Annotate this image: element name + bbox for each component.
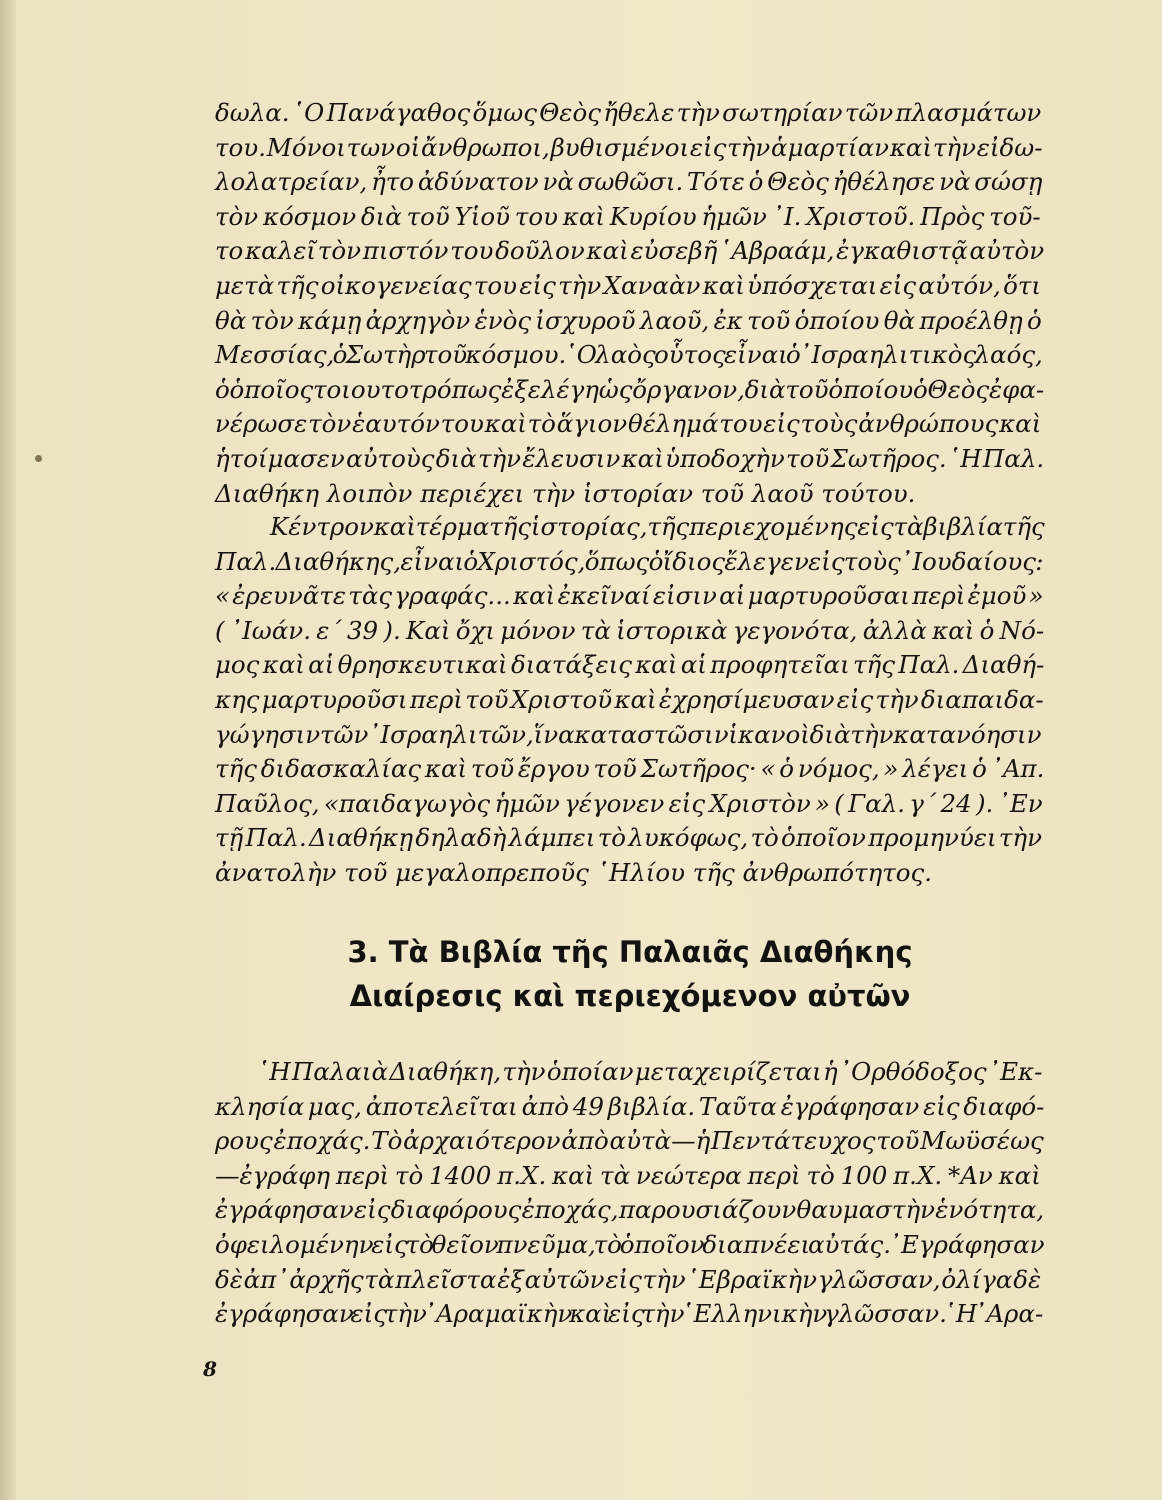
page-binding-edge — [0, 0, 16, 1500]
text-line: μος καὶ αἱ θρησκευτικαὶ διατάξεις καὶ αἱ προφητεῖαι τῆς Παλ. Διαθή- — [215, 650, 1045, 680]
text-line: δὲ ἀπ᾿ ἀρχῆς τὰ πλεῖστα ἐξ αὐτῶν εἰς τὴν ῾Εβραϊκὴν γλῶσσαν, ὀλίγα δὲ — [215, 1264, 1042, 1294]
paragraph-1 — [215, 96, 1045, 511]
text-line: Παῦλος, «παιδαγωγὸς ἡμῶν γέγονεν εἰς Χριστὸν » ( Γαλ. γ΄ 24 ). ᾿Εν — [215, 788, 1043, 818]
text-line: ἡτοίμασεν αὐτοὺς διὰ τὴν ἔλευσιν καὶ ὑποδοχὴν τοῦ Σωτῆρος. ῾Η Παλ. — [215, 443, 1045, 473]
text-line: ὀφειλομένην εἰς τὸ θεῖον πνεῦμα, τὸ ὁποῖον διαπνέει αὐτάς. ᾿Εγράφησαν — [215, 1229, 1045, 1259]
text-line: ἐγράφησαν εἰς διαφόρους ἐποχάς, παρουσιάζουν θαυμαστὴν ἑνότητα, — [215, 1195, 1045, 1225]
text-line: ( ᾿Ιωάν. ε΄ 39 ). Καὶ ὄχι μόνον τὰ ἱστορικὰ γεγονότα, ἀλλὰ καὶ ὁ Νό- — [215, 615, 1045, 645]
section-title: 3. Τὰ Βιβλία τῆς Παλαιᾶς Διαθήκης — [347, 935, 913, 969]
text-line: ρους ἐποχάς. Τὸ ἀρχαιότερον ἀπὸ αὐτὰ—ἡ Πεντάτευχος τοῦ Μωϋσέως — [215, 1126, 1044, 1156]
text-line: νέρωσε τὸν ἑαυτόν του καὶ τὸ ἅγιον θέλημά του εἰς τοὺς ἀνθρώπους καὶ — [215, 409, 1042, 439]
text-line: κης μαρτυροῦσι περὶ τοῦ Χριστοῦ καὶ ἐχρησίμευσαν εἰς τὴν διαπαιδα- — [215, 684, 1044, 714]
text-line: Παλ. Διαθήκης, εἶναι ὁ Χριστός, ὅπως ὁ ἴδιος ἔλεγεν εἰς τοὺς ᾿Ιουδαίους : — [215, 546, 1044, 576]
text-line: λολατρείαν, ἦτο ἀδύνατον νὰ σωθῶσι. Τότε ὁ Θεὸς ἠθέλησε νὰ σώσῃ — [215, 167, 1043, 197]
text-line: το καλεῖ τὸν πιστόν του δοῦλον καὶ εὐσεβῆ ῾Αβραάμ, ἐγκαθιστᾷ αὐτὸν — [215, 236, 1045, 266]
paragraph-3 — [215, 1055, 1045, 1332]
text-line: —ἐγράφη περὶ τὸ 1400 π.Χ. καὶ τὰ νεώτερα περὶ τὸ 100 π.Χ. *Αν καὶ — [215, 1160, 1041, 1190]
text-line: κλησία μας, ἀποτελεῖται ἀπὸ 49 βιβλία. Ταῦτα ἐγράφησαν εἰς διαφό- — [215, 1091, 1045, 1121]
text-line: τὸν κόσμον διὰ τοῦ Υἱοῦ του καὶ Κυρίου ἡμῶν ᾿Ι. Χριστοῦ. Πρὸς τοῦ- — [215, 201, 1041, 231]
text-line: ἀνατολὴν τοῦ μεγαλοπρεποῦς ῾Ηλίου τῆς ἀνθρωπότητος. — [215, 857, 932, 887]
page-number: 8 — [203, 1357, 217, 1381]
text-line: δωλα. ῾Ο Πανάγαθος ὅμως Θεὸς ἤθελε τὴν σωτηρίαν τῶν πλασμάτων — [215, 98, 1042, 127]
paragraph-2 — [215, 510, 1045, 891]
text-line: γώγησιν τῶν ᾿Ισραηλιτῶν, ἵνα καταστῶσιν ἱκανοὶ διὰ τὴν κατανόησιν — [215, 719, 1042, 749]
text-line: μετὰ τῆς οἰκογενείας του εἰς τὴν Χαναὰν καὶ ὑπόσχεται εἰς αὐτόν, ὅτι — [215, 270, 1042, 300]
text-line: Διαθήκη λοιπὸν περιέχει τὴν ἱστορίαν τοῦ λαοῦ τούτου. — [215, 478, 916, 508]
text-line: Μεσσίας, ὁ Σωτὴρ τοῦ κόσμου. ῾Ο λαὸς οὗτος εἶναι ὁ ᾿Ισραηλιτικὸς λαός, — [215, 340, 1043, 370]
text-line: ῾Η Παλαιὰ Διαθήκη, τὴν ὁποίαν μεταχειρίζεται ἡ ᾿Ορθόδοξος ᾿Εκ- — [257, 1057, 1043, 1086]
ink-mark — [35, 455, 42, 462]
text-line: Κέντρον καὶ τέρμα τῆς ἱστορίας, τῆς περιεχομένης εἰς τὰ βιβλία τῆς — [270, 512, 1045, 541]
text-line: ὁ ὁποῖος τοιουτοτρόπως ἐξελέγη ὡς ὄργανον, διὰ τοῦ ὁποίου ὁ Θεὸς ἐφα- — [215, 374, 1045, 404]
text-line: ἐγράφησαν εἰς τὴν ᾿Αραμαϊκὴν καὶ εἰς τὴν ῾Ελληνικὴν γλῶσσαν. ῾Η ᾿Αρα- — [215, 1299, 1044, 1329]
section-subtitle: Διαίρεσις καὶ περιεχόμενον αὐτῶν — [349, 979, 911, 1013]
text-line: του. Μόνοι των οἱ ἄνθρωποι, βυθισμένοι εἰς τὴν ἁμαρτίαν καὶ τὴν εἰδω- — [215, 132, 1043, 162]
text-line: « ἐρευνᾶτε τὰς γραφάς... καὶ ἐκεῖναί εἰσιν αἱ μαρτυροῦσαι περὶ ἐμοῦ » — [215, 581, 1044, 611]
text-line: τῆς διδασκαλίας καὶ τοῦ ἔργου τοῦ Σωτῆρος· « ὁ νόμος, » λέγει ὁ ᾿Απ. — [215, 754, 1045, 784]
section-heading — [215, 930, 1045, 1018]
text-line: τῇ Παλ. Διαθήκῃ δηλαδὴ λάμπει τὸ λυκόφως, τὸ ὁποῖον προμηνύει τὴν — [215, 823, 1042, 853]
text-line: θὰ τὸν κάμῃ ἀρχηγὸν ἑνὸς ἰσχυροῦ λαοῦ, ἐκ τοῦ ὁποίου θὰ προέλθῃ ὁ — [215, 305, 1042, 335]
